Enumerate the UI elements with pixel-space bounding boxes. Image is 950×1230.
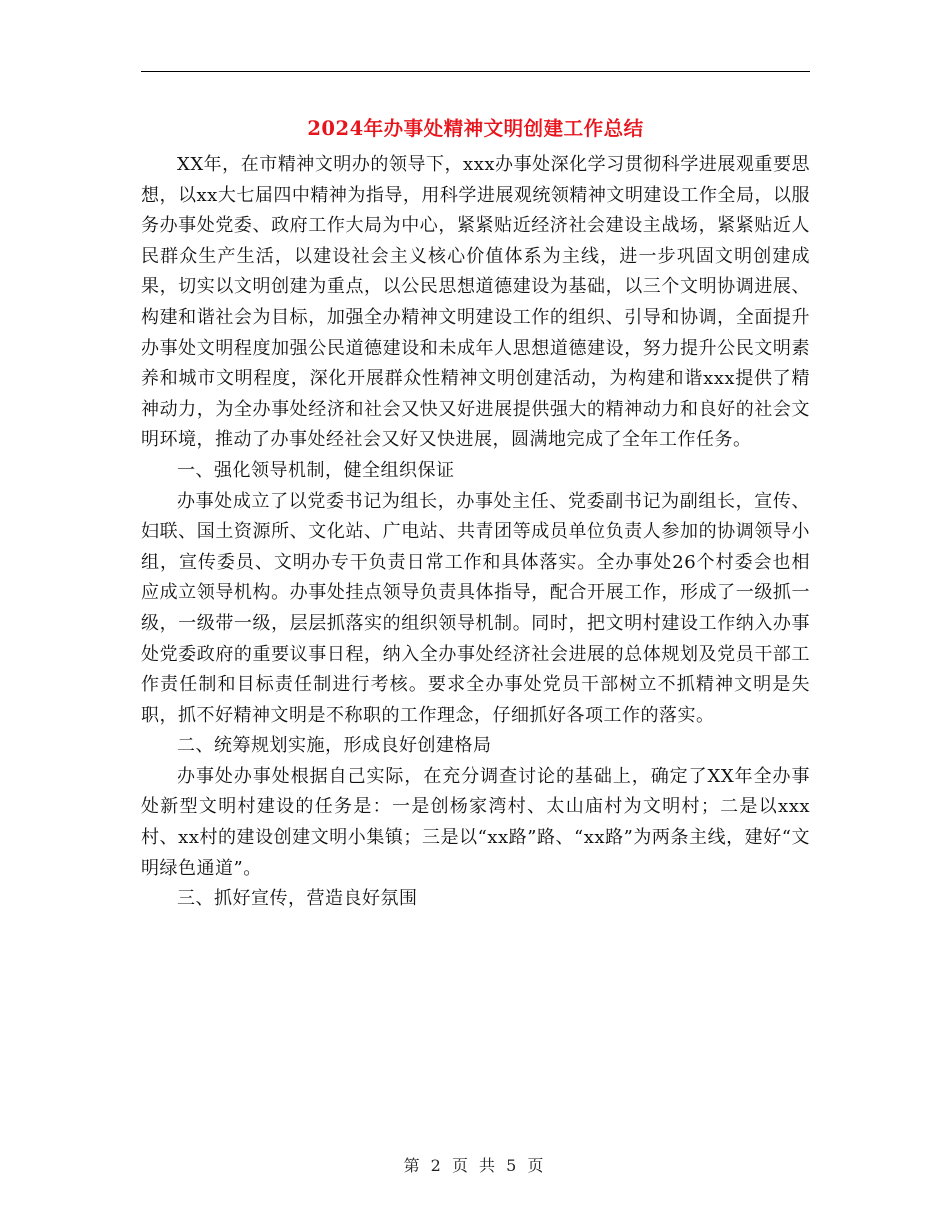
document-page bbox=[141, 100, 810, 915]
page-footer: 第 2 页 共 5 页 bbox=[403, 1156, 547, 1175]
section-heading-3: 三、抓好宣传，营造良好氛围 bbox=[177, 888, 418, 910]
section-heading-1: 一、强化领导机制，健全组织保证 bbox=[177, 459, 455, 481]
paragraph-section-1: 办事处成立了以党委书记为组长，办事处主任、党委副书记为副组长，宣传、妇联、国土资源所、文化站、广电站、共青团等成员单位负责人参加的协调领导小组，宣传委员、文明办专干负责日常工作和具体落实。全办事处26个村委会也相应成立领导机构。办事处挂点领导负责具体指导，配合开展工作，形成了一级抓一级，一级带一级，层层抓落实的组织领导机制。同时，把文明村建设工作纳入办事处党委政府的重要议事日程，纳入全办事处经济社会进展的总体规划及党员干部工作责任制和目标责任制进行考核。要求全办事处党员干部树立不抓精神文明是失职，抓不好精神文明是不称职的工作理念，仔细抓好各项工作的落实。 bbox=[141, 490, 810, 726]
document-title: 2024年办事处精神文明创建工作总结 bbox=[307, 117, 644, 140]
paragraph-intro: XX年，在市精神文明办的领导下，xxx办事处深化学习贯彻科学进展观重要思想，以xx大七届四中精神为指导，用科学进展观统领精神文明建设工作全局，以服务办事处党委、政府工作大局为中心，紧紧贴近经济社会建设主战场，紧紧贴近人民群众生产生活，以建设社会主义核心价值体系为主线，进一步巩固文明创建成果，切实以文明创建为重点，以公民思想道德建设为基础，以三个文明协调进展、构建和谐社会为目标，加强全办精神文明建设工作的组织、引导和协调，全面提升办事处文明程度加强公民道德建设和未成年人思想道德建设，努力提升公民文明素养和城市文明程度，深化开展群众性精神文明创建活动，为构建和谐xxx提供了精神动力，为全办事处经济和社会又快又好进展提供强大的精神动力和良好的社会文明环境，推动了办事处经社会又好又快进展，圆满地完成了全年工作任务。 bbox=[141, 154, 810, 451]
paragraph-section-2: 办事处办事处根据自己实际，在充分调查讨论的基础上，确定了XX年全办事处新型文明村建设的任务是：一是创杨家湾村、太山庙村为文明村；二是以xxx村、xx村的建设创建文明小集镇；三是以“xx路”路、“xx路”为两条主线，建好“文明绿色通道”。 bbox=[141, 765, 810, 879]
header-rule bbox=[141, 71, 810, 72]
section-heading-2: 二、统筹规划实施，形成良好创建格局 bbox=[177, 735, 492, 757]
